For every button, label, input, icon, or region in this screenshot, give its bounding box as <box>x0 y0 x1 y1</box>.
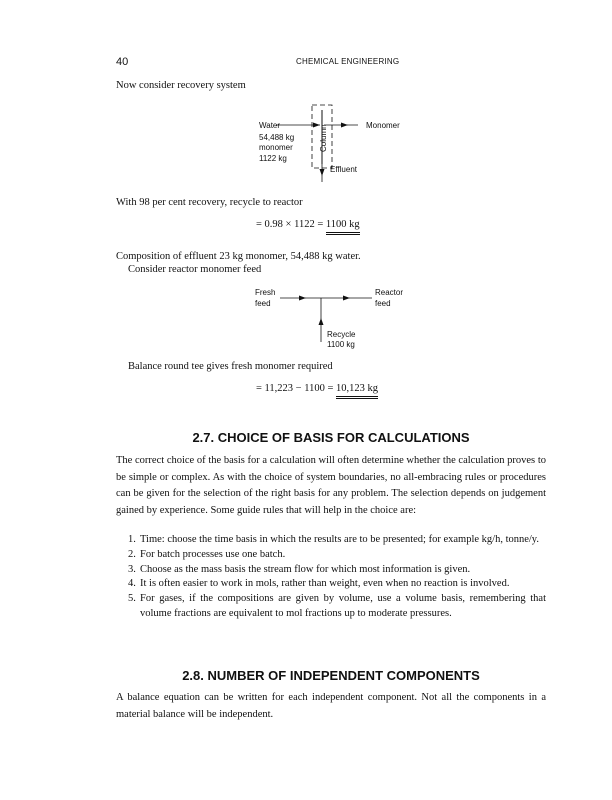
recycle-label-1: Recycle <box>327 330 356 339</box>
fresh-feed-label-1: Fresh <box>255 288 276 297</box>
inlet-label-1: Water <box>259 121 281 130</box>
consider-reactor-feed: Consider reactor monomer feed <box>128 264 262 275</box>
tee-equation-result: 10,123 kg <box>336 383 378 399</box>
inlet-label-3: monomer <box>259 143 293 152</box>
running-head <box>116 56 496 70</box>
effluent-label: Effluent <box>330 165 357 174</box>
reactor-feed-label-2: feed <box>375 299 391 308</box>
section-heading-2-8: 2.8. NUMBER OF INDEPENDENT COMPONENTS <box>182 668 480 683</box>
list-item: 1. Time: choose the time basis in which the results are to be presented; for example kg/h, tonne/y. <box>128 534 540 545</box>
list-item: 5. For gases, if the compositions are given by volume, use a volume basis, remembering that volume fractions are equivalent to mol fractions up to moderate pressures. <box>128 593 546 619</box>
effluent-arrow-icon <box>320 169 325 176</box>
list-item: 3. Choose as the mass basis the stream flow for which most information is given. <box>128 563 471 575</box>
tee-diagram <box>250 284 420 354</box>
recovery-intro: Now consider recovery system <box>116 80 246 91</box>
column-label: Column <box>319 124 328 152</box>
recovery-text: With 98 per cent recovery, recycle to reactor <box>116 197 303 208</box>
section-2-7-paragraph: The correct choice of the basis for a calculation will often determine whether the calculation proves to be simple or complex. As with the choice of system boundaries, no all-embracing rules or procedures can be given for the selection of the right basis for any problem. The selection depends on judgement gained by experience. Some guide rules that will help in the choice are: <box>116 455 546 516</box>
recycle-arrow-icon <box>319 318 324 325</box>
recovery-column-diagram <box>240 100 430 188</box>
basis-rules-list <box>116 533 546 622</box>
list-item: 4. It is often easier to work in mols, rather than weight, even when no reaction is involved. <box>128 578 510 590</box>
section-heading-2-7: 2.7. CHOICE OF BASIS FOR CALCULATIONS <box>192 430 470 445</box>
list-item: 2. For batch processes use one batch. <box>128 548 286 560</box>
reactor-feed-label-1: Reactor <box>375 288 404 297</box>
running-title: CHEMICAL ENGINEERING <box>296 57 400 66</box>
effluent-composition: Composition of effluent 23 kg monomer, 54,488 kg water. <box>116 251 361 262</box>
tee-equation <box>256 383 378 399</box>
tee-text: Balance round tee gives fresh monomer required <box>128 361 333 372</box>
inlet-label-2: 54,488 kg <box>259 133 295 142</box>
fresh-feed-label-2: feed <box>255 299 271 308</box>
inlet-label-4: 1122 kg <box>259 154 287 163</box>
recovery-equation-lhs: = 0.98 × 1122 = <box>256 219 324 230</box>
fresh-feed-arrow-icon <box>299 296 306 301</box>
monomer-label: Monomer <box>366 121 400 130</box>
recovery-equation-result: 1100 kg <box>326 219 360 235</box>
recycle-label-2: 1100 kg <box>327 340 355 349</box>
reactor-feed-arrow-icon <box>343 296 350 301</box>
tee-equation-lhs: = 11,223 − 1100 = <box>256 383 334 394</box>
monomer-arrow-icon <box>341 123 348 128</box>
page-number: 40 <box>116 56 129 68</box>
section-2-8-paragraph: A balance equation can be written for each independent component. Not all the components in a material balance will be independent. <box>116 692 546 720</box>
recovery-equation <box>256 219 360 235</box>
